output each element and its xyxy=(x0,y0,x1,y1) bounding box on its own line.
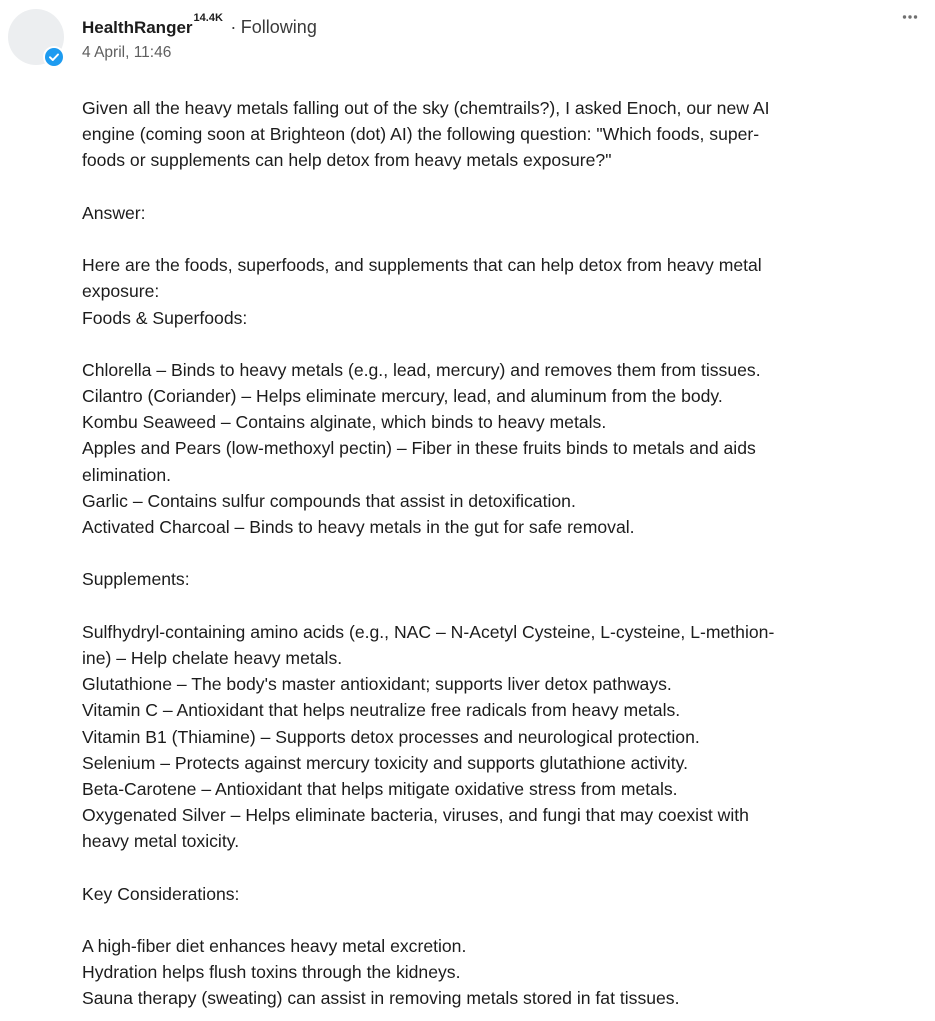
follower-count: 14.4K xyxy=(193,12,223,24)
post-text-line: Garlic – Contains sulfur compounds that assist in detoxification. xyxy=(82,490,576,511)
post-text-line: Vitamin C – Antioxidant that helps neutralize free radicals from heavy metals. xyxy=(82,700,681,721)
post-text-line: Given all the heavy metals falling out of the sky (chemtrails?), I asked Enoch, our new AI xyxy=(82,98,770,118)
blank-line xyxy=(82,174,822,200)
following-status[interactable]: Following xyxy=(240,17,317,37)
blank-line xyxy=(82,593,822,619)
post-text-line: Glutathione – The body's master antioxidant; supports liver detox pathways. xyxy=(82,674,672,695)
post-text-line: engine (coming soon at Brighteon (dot) AI) the following question: "Which foods, super- xyxy=(82,124,760,145)
post-text-line: A high-fiber diet enhances heavy metal excretion. xyxy=(82,936,467,956)
author-line xyxy=(82,14,317,43)
post-text-line: ine) – Help chelate heavy metals. xyxy=(82,647,343,668)
post-text-line: Vitamin B1 (Thiamine) – Supports detox processes and neurological protection. xyxy=(82,726,700,747)
post-text-line: Apples and Pears (low-methoxyl pectin) – Fiber in these fruits binds to metals and aids xyxy=(82,438,756,459)
post-text-line: Answer: xyxy=(82,202,146,223)
post-text-line: Kombu Seaweed – Contains alginate, which binds to heavy metals. xyxy=(82,412,607,433)
post-text-line: foods or supplements can help detox from heavy metals exposure?" xyxy=(82,150,612,171)
post-text-line: Hydration helps flush toxins through the kidneys. xyxy=(82,962,461,983)
blank-line xyxy=(82,907,822,933)
post-text-line: Here are the foods, superfoods, and supplements that can help detox from heavy metal xyxy=(82,255,762,276)
post-text-line: elimination. xyxy=(82,464,171,485)
post-text-line: Chlorella – Binds to heavy metals (e.g., lead, mercury) and removes them from tissues. xyxy=(82,359,761,380)
blank-line xyxy=(82,540,822,566)
post-text-line: heavy metal toxicity. xyxy=(82,831,240,852)
post-text-line: Sulfhydryl-containing amino acids (e.g., NAC – N-Acetyl Cysteine, L-cysteine, L-methion- xyxy=(82,621,775,642)
post-text-line: Oxygenated Silver – Helps eliminate bacteria, viruses, and fungi that may coexist with xyxy=(82,805,749,826)
post-text-line: Selenium – Protects against mercury toxicity and supports glutathione activity. xyxy=(82,752,688,773)
blank-line xyxy=(82,331,822,357)
post-text-line: Supplements: xyxy=(82,569,190,590)
post-text-line: Activated Charcoal – Binds to heavy metals in the gut for safe removal. xyxy=(82,517,635,537)
post-text-line: Foods & Superfoods: xyxy=(82,307,248,328)
separator-dot: · xyxy=(230,17,237,37)
more-options-icon xyxy=(902,14,918,20)
post-text-line: Key Considerations: xyxy=(82,883,240,904)
more-options-button[interactable] xyxy=(899,10,921,24)
post-timestamp[interactable]: 4 April, 11:46 xyxy=(82,44,172,61)
blank-line xyxy=(82,854,822,880)
post-text-line: Cilantro (Coriander) – Helps eliminate mercury, lead, and aluminum from the body. xyxy=(82,386,723,407)
post-text-line: exposure: xyxy=(82,281,160,302)
verified-badge-icon xyxy=(43,46,65,68)
post-body xyxy=(82,95,822,1012)
author-name[interactable]: HealthRanger xyxy=(82,18,193,37)
post-text-line: Beta-Carotene – Antioxidant that helps mitigate oxidative stress from metals. xyxy=(82,778,678,799)
post-text-line: Sauna therapy (sweating) can assist in removing metals stored in fat tissues. xyxy=(82,988,680,1009)
blank-line xyxy=(82,226,822,252)
